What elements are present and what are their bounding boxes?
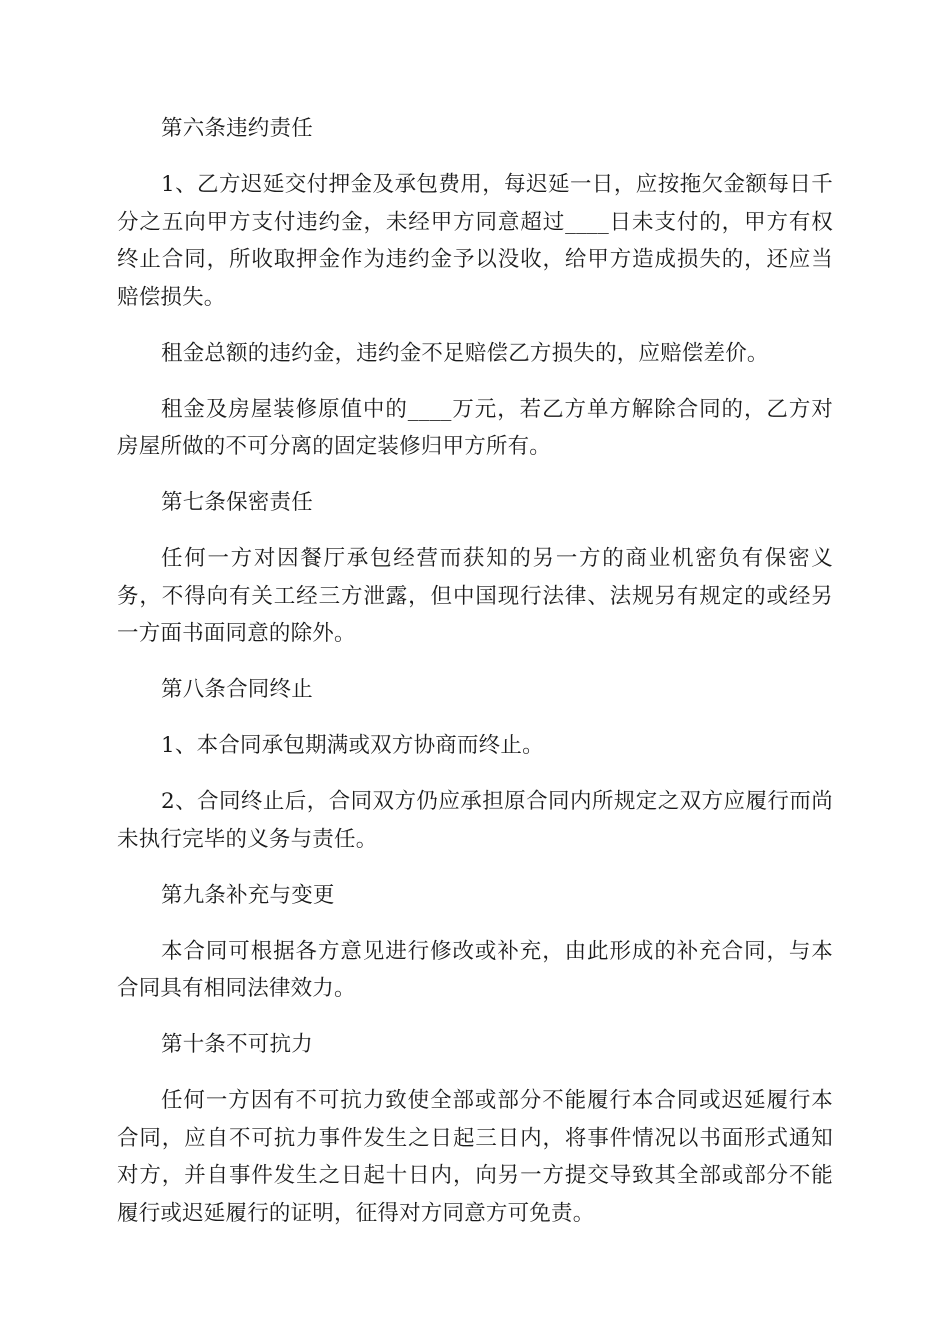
paragraph-confidentiality: 任何一方对因餐厅承包经营而获知的另一方的商业机密负有保密义务，不得向有关工经三方泄露，但中国现行法律、法规另有规定的或经另一方面书面同意的除外。 — [117, 546, 833, 646]
section-heading-8: 第八条合同终止 — [161, 677, 313, 702]
section-heading-10: 第十条不可抗力 — [161, 1032, 313, 1057]
paragraph-renovation: 租金及房屋装修原值中的____万元，若乙方单方解除合同的，乙方对房屋所做的不可分离的固定装修归甲方所有。 — [117, 396, 833, 459]
paragraph-rent-penalty: 租金总额的违约金，违约金不足赔偿乙方损失的，应赔偿差价。 — [161, 340, 769, 366]
section-heading-6: 第六条违约责任 — [161, 116, 313, 141]
paragraph-amendment: 本合同可根据各方意见进行修改或补充，由此形成的补充合同，与本合同具有相同法律效力。 — [117, 938, 833, 1001]
section-heading-7: 第七条保密责任 — [161, 490, 313, 515]
section-heading-9: 第九条补充与变更 — [161, 882, 335, 908]
paragraph-termination-1: 1、本合同承包期满或双方协商而终止。 — [161, 733, 544, 758]
paragraph-termination-2: 2、合同终止后，合同双方仍应承担原合同内所规定之双方应履行而尚未执行完毕的义务与责任。 — [117, 789, 833, 852]
paragraph-late-payment: 1、乙方迟延交付押金及承包费用，每迟延一日，应按拖欠金额每日千分之五向甲方支付违约金，未经甲方同意超过____日未支付的，甲方有权终止合同，所收取押金作为违约金予以没收，给甲方造成损失的，还应当赔偿损失。 — [117, 172, 833, 310]
paragraph-force-majeure: 任何一方因有不可抗力致使全部或部分不能履行本合同或迟延履行本合同，应自不可抗力事件发生之日起三日内，将事件情况以书面形式通知对方，并自事件发生之日起十日内，向另一方提交导致其全部或部分不能履行或迟延履行的证明，征得对方同意方可免责。 — [117, 1088, 833, 1226]
document-page — [117, 110, 833, 1251]
